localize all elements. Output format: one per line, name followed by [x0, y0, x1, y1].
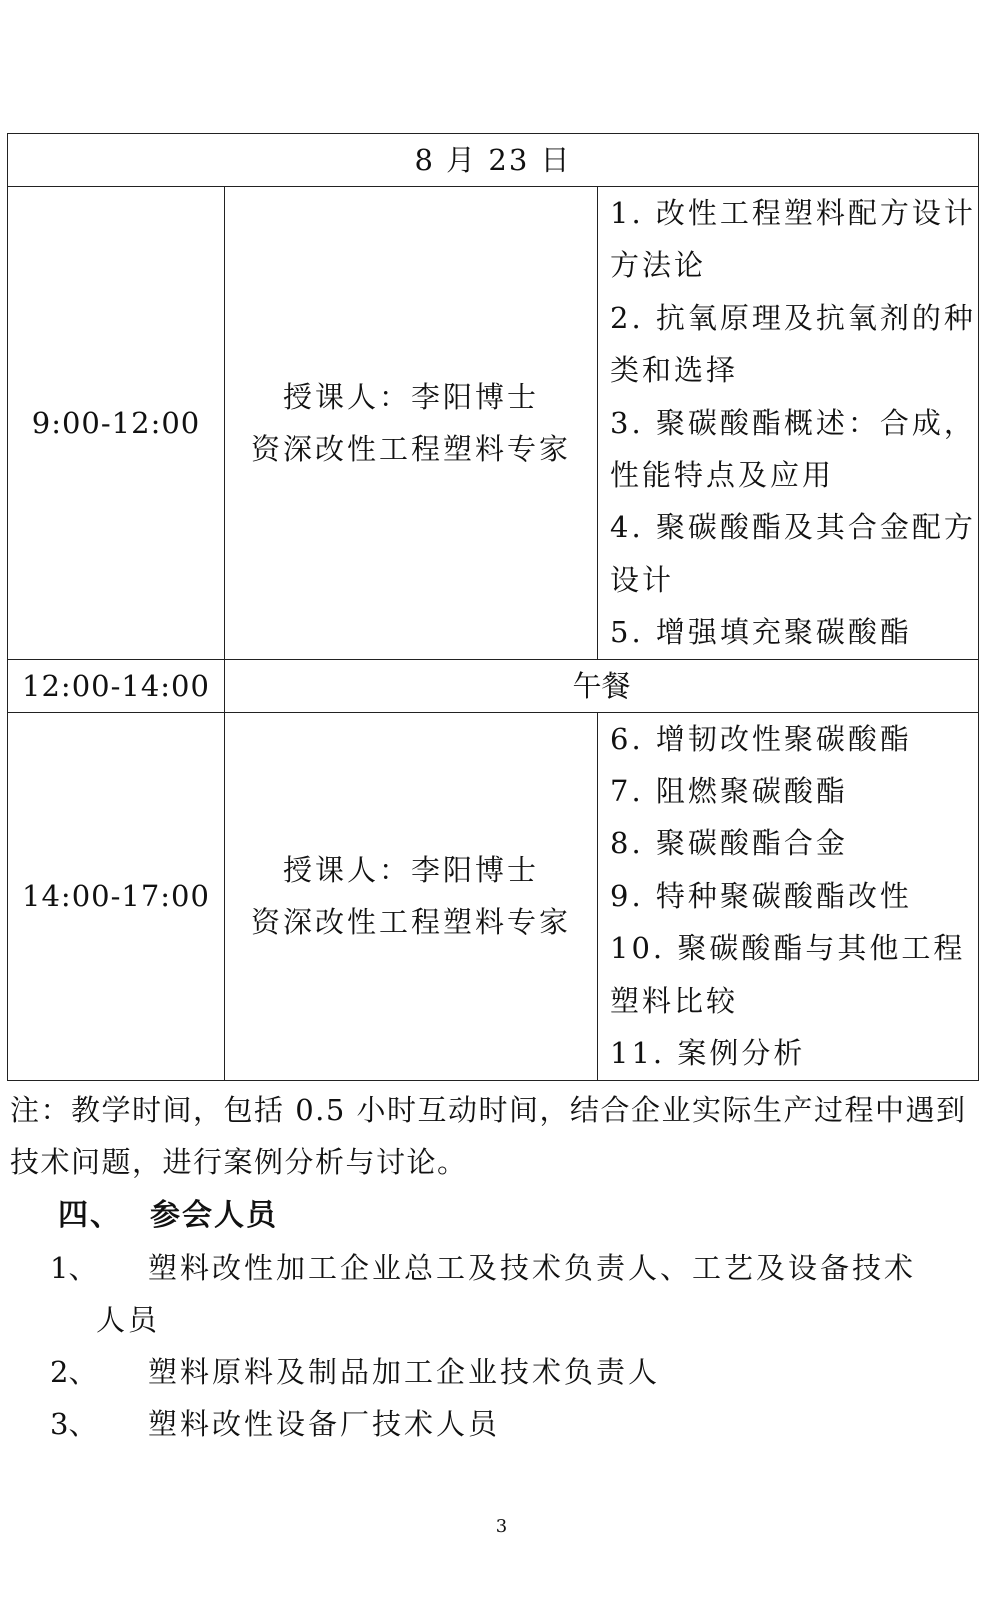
teacher-name: 授课人：李阳博士 [282, 853, 539, 888]
teacher-title: 资深改性工程塑料专家 [250, 905, 571, 940]
topic-item: 9. 特种聚碳酸酯改性 [610, 878, 912, 913]
list-text: 塑料改性加工企业总工及技术负责人、工艺及设备技术 [148, 1251, 917, 1285]
topic-item: 11. 案例分析 [610, 1036, 806, 1071]
list-number: 1、 [50, 1251, 98, 1285]
topic-item: 2. 抗氧原理及抗氧剂的种类和选择 [610, 300, 976, 388]
list-text-continued: 人员 [96, 1303, 161, 1337]
topic-item: 10. 聚碳酸酯与其他工程塑料比较 [610, 931, 966, 1018]
section-title: 参会人员 [150, 1198, 278, 1233]
schedule-note: 注：教学时间，包括 0.5 小时互动时间，结合企业实际生产过程中遇到技术问题，进行案例分析与讨论。 [10, 1093, 967, 1179]
section-number: 四、 [58, 1198, 122, 1233]
morning-row [8, 187, 979, 660]
morning-teacher [225, 187, 598, 660]
afternoon-row [8, 712, 979, 1080]
topic-item: 8. 聚碳酸酯合金 [610, 826, 848, 861]
afternoon-topics [598, 712, 979, 1080]
teacher-title: 资深改性工程塑料专家 [250, 431, 571, 466]
morning-topics [598, 187, 979, 660]
list-item [50, 1398, 980, 1450]
date-cell: 8 月 23 日 [8, 134, 979, 187]
list-item [50, 1346, 980, 1398]
topic-item: 7. 阻燃聚碳酸酯 [610, 774, 848, 809]
attendee-list [50, 1242, 980, 1450]
lunch-row [8, 659, 979, 712]
morning-time: 9:00-12:00 [8, 187, 225, 660]
teacher-name: 授课人：李阳博士 [282, 379, 539, 414]
topic-item: 1. 改性工程塑料配方设计方法论 [610, 196, 976, 283]
date-row [8, 134, 979, 187]
afternoon-teacher [225, 712, 598, 1080]
list-number: 3、 [50, 1407, 98, 1441]
lunch-time: 12:00-14:00 [8, 659, 225, 712]
afternoon-time: 14:00-17:00 [8, 712, 225, 1080]
topic-item: 5. 增强填充聚碳酸酯 [610, 615, 912, 650]
list-text: 塑料改性设备厂技术人员 [148, 1407, 501, 1441]
list-number: 2、 [50, 1355, 98, 1389]
schedule-table [7, 133, 979, 1081]
topic-item: 3. 聚碳酸酯概述：合成，性能特点及应用 [610, 405, 976, 493]
topic-item: 4. 聚碳酸酯及其合金配方设计 [610, 510, 976, 597]
list-text: 塑料原料及制品加工企业技术负责人 [148, 1355, 661, 1389]
topic-item: 6. 增韧改性聚碳酸酯 [610, 721, 912, 756]
lunch-label: 午餐 [225, 659, 979, 712]
list-item [50, 1242, 980, 1346]
page-number: 3 [495, 1516, 508, 1537]
section-heading [58, 1190, 278, 1234]
